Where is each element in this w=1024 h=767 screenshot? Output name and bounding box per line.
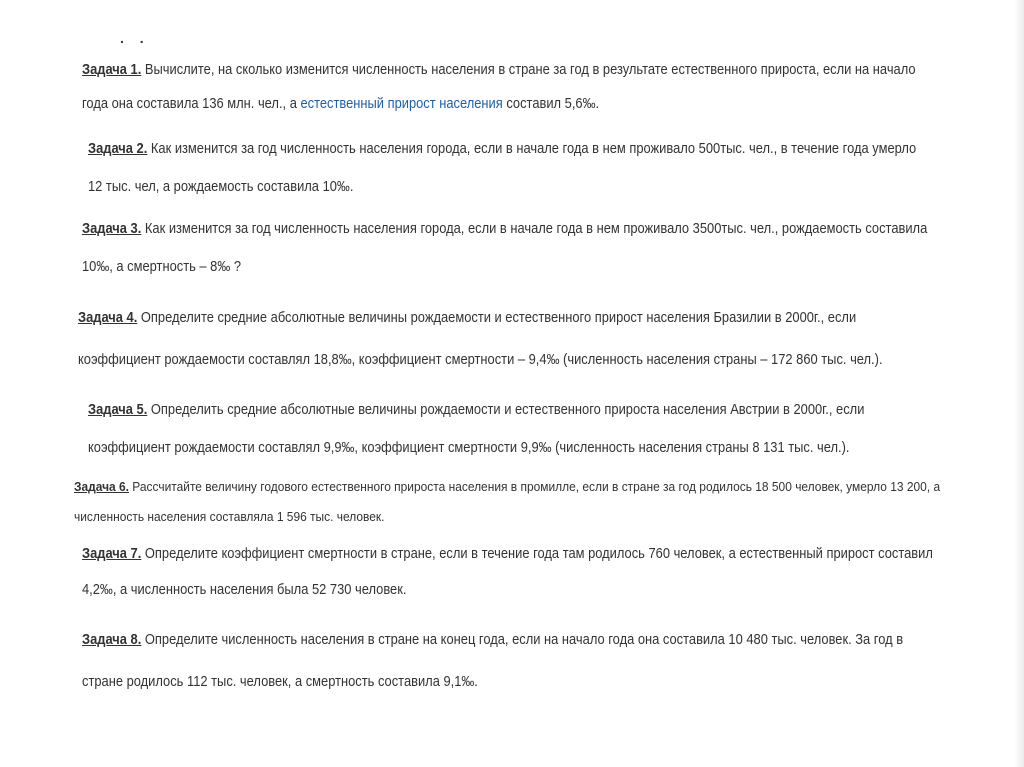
task-5	[88, 391, 939, 467]
task-8	[82, 619, 933, 703]
task-7	[82, 536, 942, 608]
task-3-title: Задача 3.	[82, 220, 142, 237]
task-3	[82, 210, 942, 286]
task-6-title: Задача 6.	[74, 479, 129, 494]
task-1-text-end: составил 5,6‰.	[502, 95, 600, 112]
task-6	[74, 472, 994, 532]
task-7-text: Определите коэффициент смертности в стране, если в течение года там родилось 760 человек, а естественный прирост составил 4,2‰, а численность населения была 52 730 человек.	[82, 545, 933, 598]
task-6-text: Рассчитайте величину годового естественного прироста населения в промилле, если в стране за год родилось 18 500 человек, умерло 13 200, а численность населения составляла 1 596 тыс. человек.	[74, 479, 941, 524]
task-8-title: Задача 8.	[82, 631, 142, 648]
page-edge-shadow	[1014, 0, 1024, 767]
task-1-title: Задача 1.	[82, 61, 142, 78]
task-4-title: Задача 4.	[78, 309, 138, 326]
natural-growth-link[interactable]: естественный прирост населения	[300, 95, 503, 112]
task-5-text: Определить средние абсолютные величины рождаемости и естественного прироста населения Австрии в 2000г., если коэффициент рождаемости составлял 9,9‰, коэффициент смертности 9,9‰ (численность населения страны 8 131 тыс. чел.).	[88, 401, 865, 456]
task-4	[78, 297, 938, 381]
task-7-title: Задача 7.	[82, 545, 142, 562]
task-5-title: Задача 5.	[88, 401, 148, 418]
task-4-text: Определите средние абсолютные величины рождаемости и естественного прирост населения Бразилии в 2000г., если коэффициент рождаемости составлял 18,8‰, коэффициент смертности – 9,4‰ (численность населения страны – 172 860 тыс. чел.).	[78, 309, 883, 368]
task-2-text: Как изменится за год численность населения города, если в начале года в нем проживало 500тыс. чел., в течение года умерло 12 тыс. чел, а рождаемость составила 10‰.	[88, 140, 917, 195]
task-3-text: Как изменится за год численность населения города, если в начале года в нем проживало 3500тыс. чел., рождаемость составила 10‰, а смертность – 8‰ ?	[82, 220, 928, 275]
task-1-text: Вычислите, на сколько изменится численность населения в стране за год в результате естественного прироста, если на начало года она составила 136 млн. чел., а	[82, 61, 916, 112]
task-2-title: Задача 2.	[88, 140, 148, 157]
task-1	[82, 53, 942, 121]
header-marks: . .	[120, 30, 150, 46]
task-2	[88, 130, 931, 206]
task-8-text: Определите численность населения в стране на конец года, если на начало года она составила 10 480 тыс. человек. За год в стране родилось 112 тыс. человек, а смертность составила 9,1‰.	[82, 631, 904, 690]
